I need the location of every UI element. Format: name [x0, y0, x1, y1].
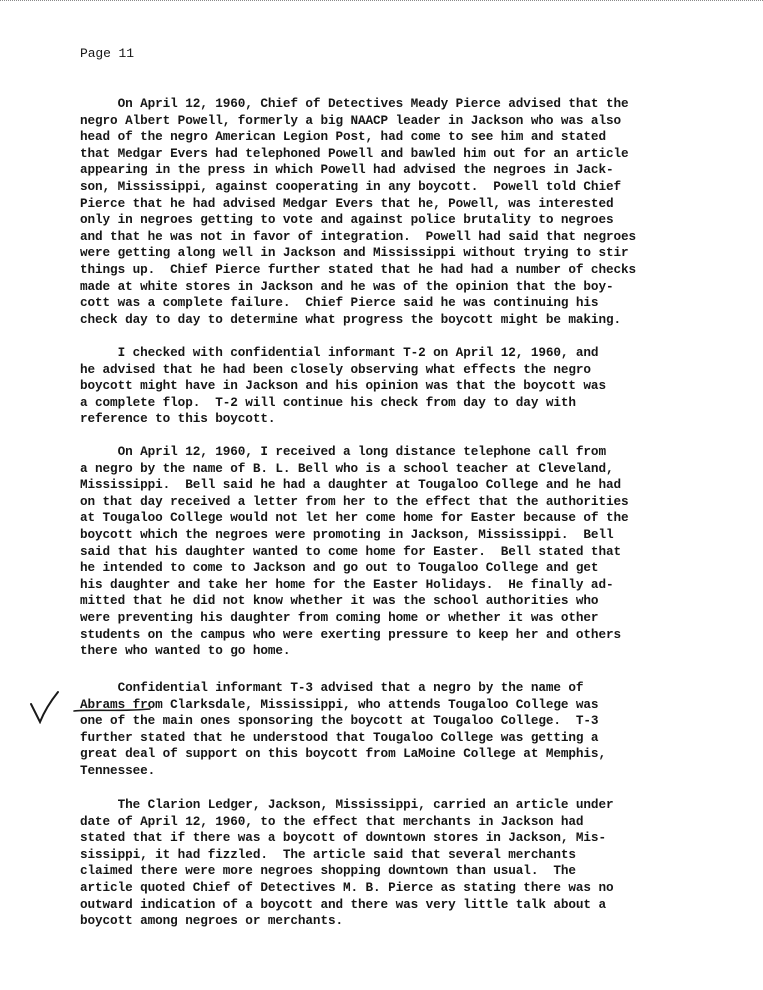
page-number: Page 11	[80, 46, 134, 61]
paragraph-2	[80, 345, 745, 428]
text-line: made at white stores in Jackson and he was of the opinion that the boy-	[80, 278, 614, 294]
text-line: On April 12, 1960, Chief of Detectives Meady Pierce advised that the	[80, 96, 629, 111]
text-line: there who wanted to go home.	[80, 643, 291, 659]
text-line: he advised that he had been closely observing what effects the negro	[80, 361, 591, 377]
text-line: On April 12, 1960, I received a long distance telephone call from	[80, 444, 606, 459]
text-line: Pierce that he had advised Medgar Evers that he, Powell, was interested	[80, 195, 614, 211]
text-line: said that his daughter wanted to come home for Easter. Bell stated that	[80, 543, 621, 559]
text-line: boycott which the negroes were promoting in Jackson, Mississippi. Bell	[80, 526, 614, 542]
text-line: appearing in the press in which Powell had advised the negroes in Jack-	[80, 162, 614, 178]
text-line: Confidential informant T-3 advised that a negro by the name of	[80, 680, 584, 695]
text-line: Mississippi. Bell said he had a daughter at Tougaloo College and he had	[80, 477, 621, 493]
text-line: that Medgar Evers had telephoned Powell and bawled him out for an article	[80, 145, 629, 161]
text-line: article quoted Chief of Detectives M. B. Pierce as stating there was no	[80, 879, 614, 895]
paragraph-4	[80, 680, 745, 780]
text-line: were preventing his daughter from coming home or whether it was other	[80, 609, 599, 625]
text-line: boycott among negroes or merchants.	[80, 913, 343, 929]
text-line: he intended to come to Jackson and go out to Tougaloo College and get	[80, 560, 599, 576]
text-line: date of April 12, 1960, to the effect that merchants in Jackson had	[80, 813, 584, 829]
handwritten-underline-icon	[72, 707, 152, 713]
paragraph-5	[80, 797, 745, 930]
text-line: on that day received a letter from her to the effect that the authorities	[80, 493, 629, 509]
text-line: head of the negro American Legion Post, had come to see him and stated	[80, 129, 606, 145]
text-line: at Tougaloo College would not let her come home for Easter because of the	[80, 510, 629, 526]
text-line: I checked with confidential informant T-2 on April 12, 1960, and	[80, 345, 599, 360]
paragraph-3	[80, 444, 745, 660]
text-line: boycott might have in Jackson and his opinion was that the boycott was	[80, 378, 606, 394]
text-line: check day to day to determine what progress the boycott might be making.	[80, 311, 621, 327]
text-line: were getting along well in Jackson and Mississippi without trying to stir	[80, 245, 629, 261]
text-line: Abrams from Clarksdale, Mississippi, who attends Tougaloo College was	[80, 696, 599, 712]
text-line: reference to this boycott.	[80, 411, 276, 427]
text-line: Tennessee.	[80, 762, 156, 778]
text-line: negro Albert Powell, formerly a big NAACP leader in Jackson who was also	[80, 112, 621, 128]
text-line: stated that if there was a boycott of downtown stores in Jackson, Mis-	[80, 830, 606, 846]
checkmark-icon	[28, 690, 68, 724]
text-line: and that he was not in favor of integration. Powell had said that negroes	[80, 228, 637, 244]
text-line: son, Mississippi, against cooperating in any boycott. Powell told Chief	[80, 178, 621, 194]
text-line: mitted that he did not know whether it was the school authorities who	[80, 593, 599, 609]
text-line: sissippi, it had fizzled. The article said that several merchants	[80, 846, 576, 862]
text-line: one of the main ones sponsoring the boycott at Tougaloo College. T-3	[80, 713, 599, 729]
text-line: cott was a complete failure. Chief Pierce said he was continuing his	[80, 295, 599, 311]
text-line: The Clarion Ledger, Jackson, Mississippi, carried an article under	[80, 797, 614, 812]
text-line: great deal of support on this boycott from LaMoine College at Memphis,	[80, 746, 606, 762]
text-line: a negro by the name of B. L. Bell who is a school teacher at Cleveland,	[80, 460, 614, 476]
text-line: claimed there were more negroes shopping downtown than usual. The	[80, 863, 576, 879]
text-line: things up. Chief Pierce further stated that he had had a number of checks	[80, 261, 637, 277]
text-line: outward indication of a boycott and there was very little talk about a	[80, 896, 606, 912]
text-line: students on the campus who were exerting pressure to keep her and others	[80, 626, 621, 642]
text-line: a complete flop. T-2 will continue his check from day to day with	[80, 394, 576, 410]
text-line: his daughter and take her home for the Easter Holidays. He finally ad-	[80, 576, 614, 592]
paragraph-1	[80, 96, 745, 328]
text-line: only in negroes getting to vote and against police brutality to negroes	[80, 212, 614, 228]
text-line: further stated that he understood that Tougaloo College was getting a	[80, 729, 599, 745]
